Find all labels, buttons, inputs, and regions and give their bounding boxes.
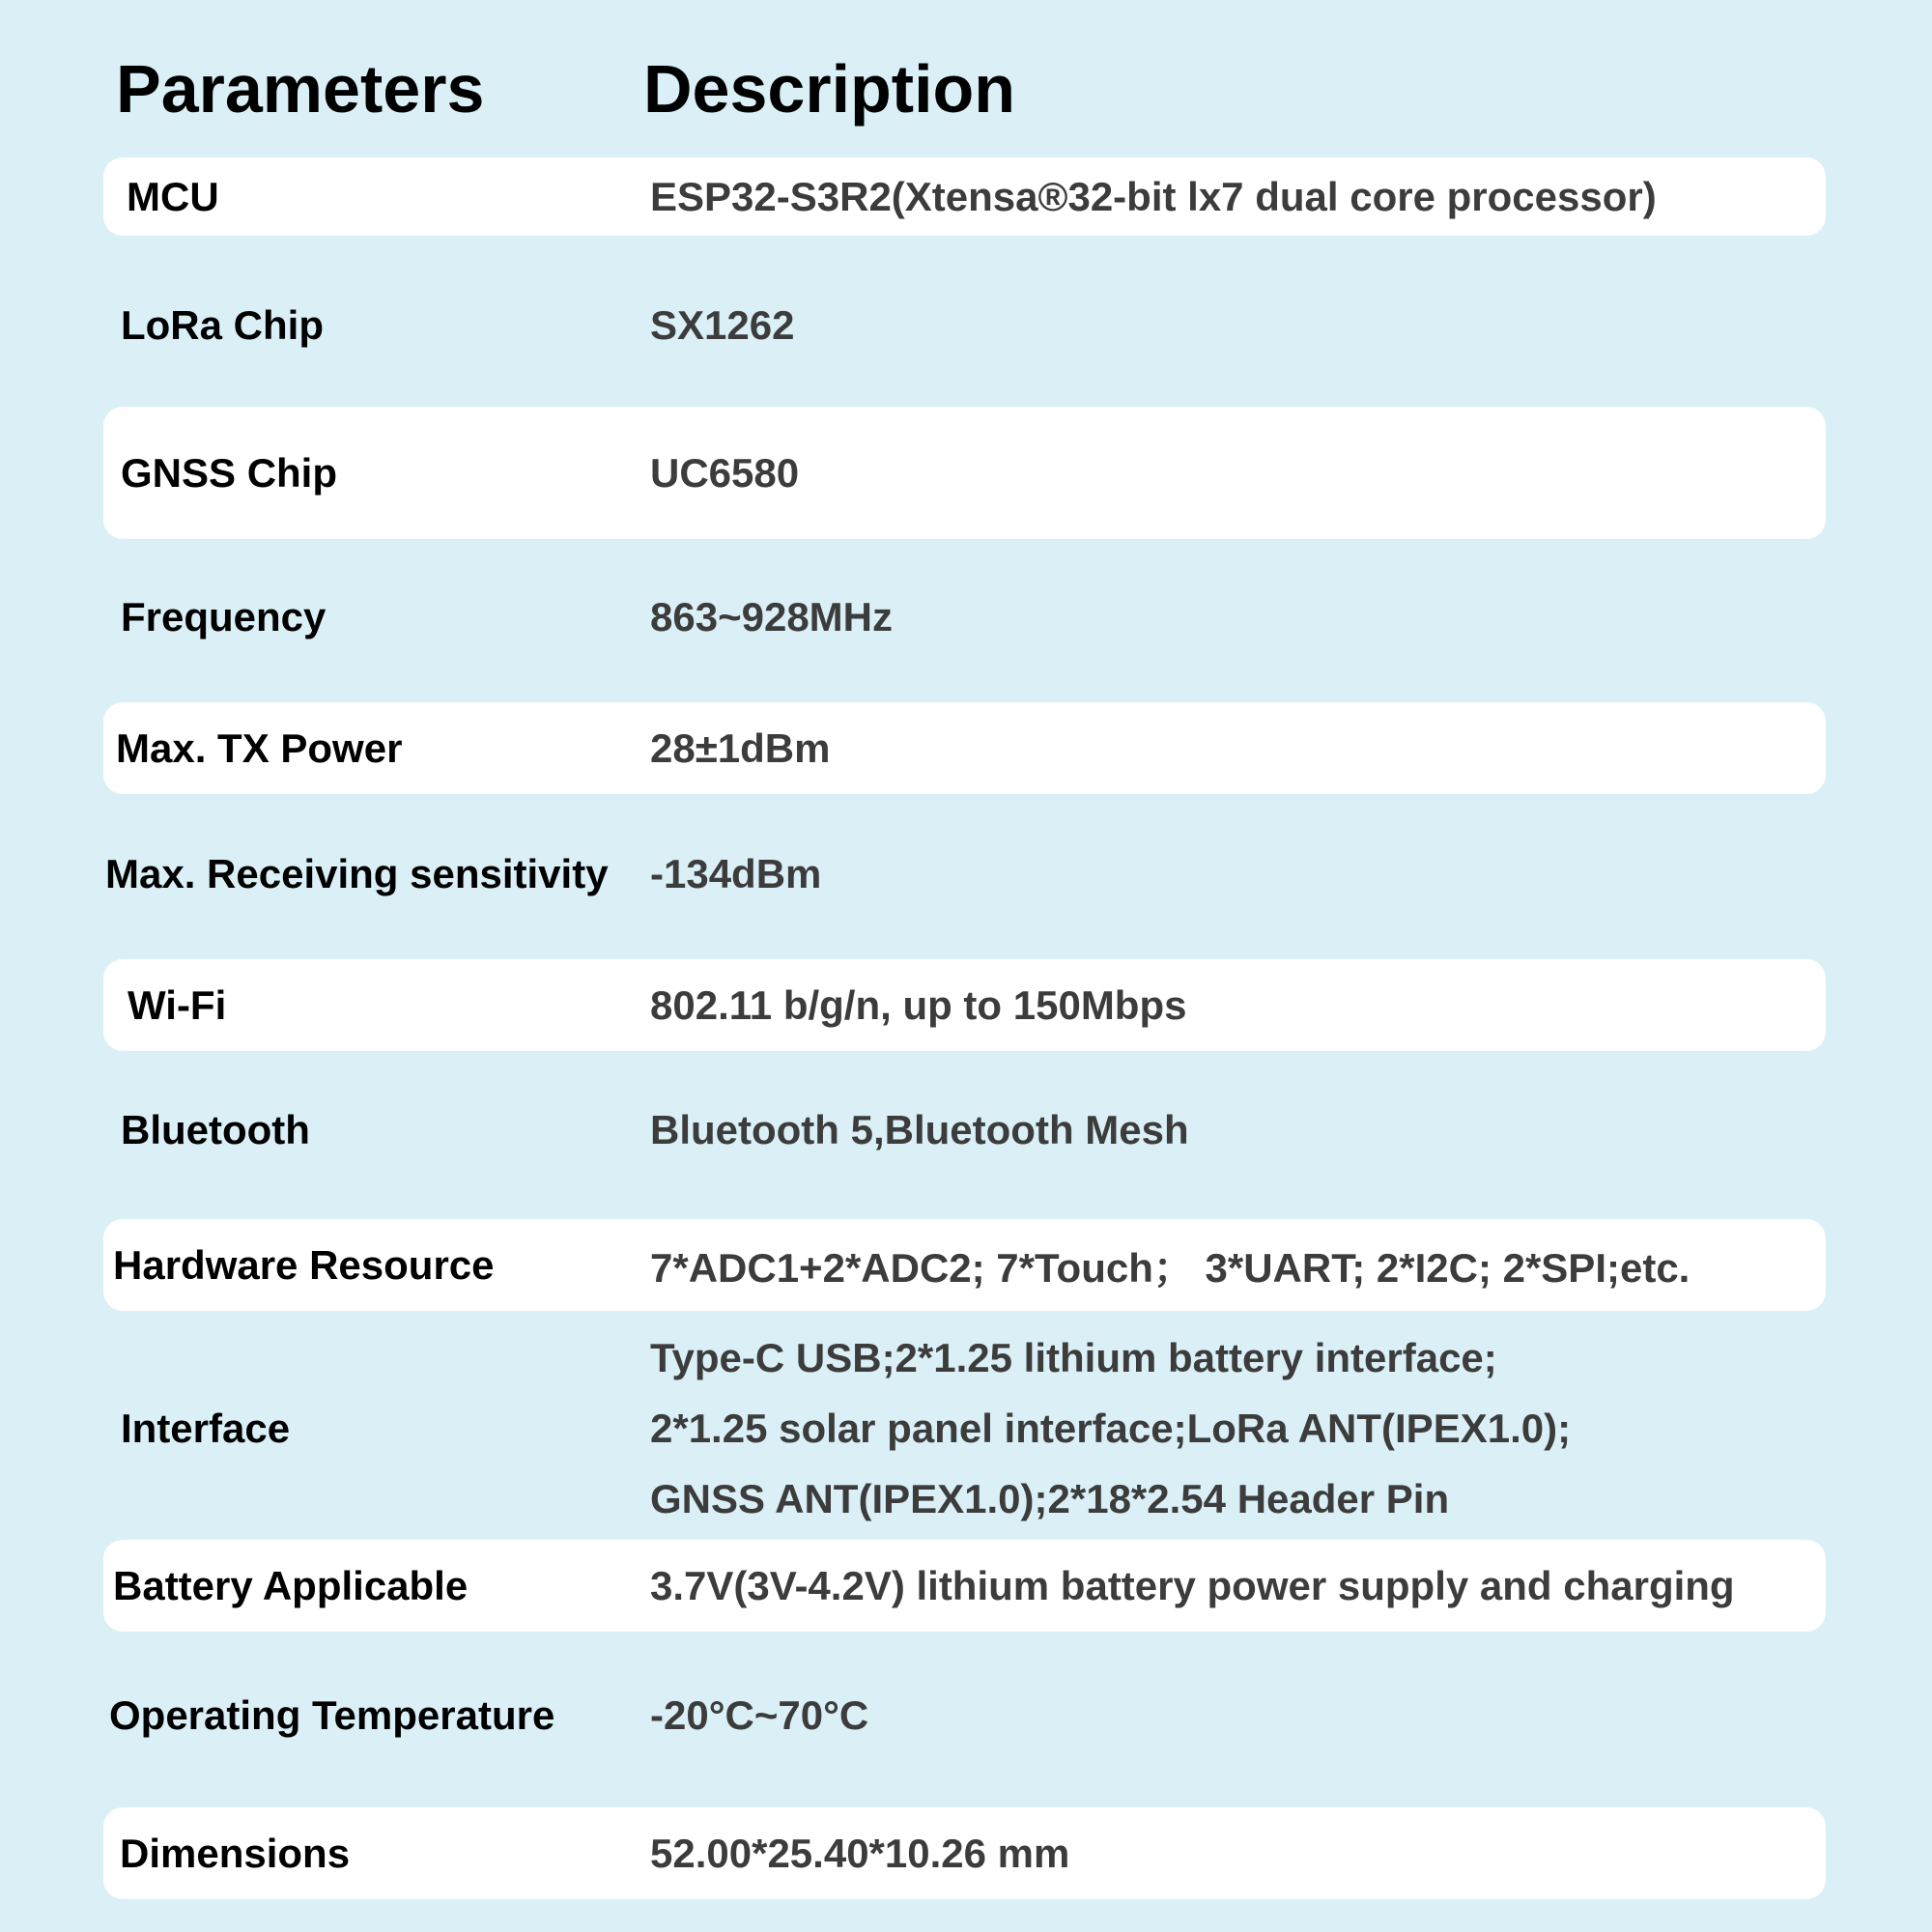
- spec-row-wifi: [103, 959, 1826, 1051]
- param-label: Hardware Resource: [113, 1241, 495, 1288]
- spec-row-mcu: [103, 157, 1826, 236]
- spec-row-operating-temperature: [103, 1673, 1826, 1758]
- spec-row-dimensions: [103, 1807, 1826, 1899]
- param-value: 802.11 b/g/n, up to 150Mbps: [650, 981, 1187, 1028]
- interface-line-3: GNSS ANT(IPEX1.0);2*18*2.54 Header Pin: [650, 1476, 1450, 1521]
- param-value: UC6580: [650, 449, 800, 496]
- param-label: GNSS Chip: [121, 449, 338, 496]
- param-label: MCU: [127, 173, 219, 219]
- param-label: Max. TX Power: [116, 724, 403, 771]
- param-label: Battery Applicable: [113, 1562, 469, 1608]
- table-header: [0, 41, 1932, 137]
- param-value: 863~928MHz: [650, 593, 893, 639]
- param-value: 7*ADC1+2*ADC2; 7*Touch； 3*UART; 2*I2C; 2*SPI;etc.: [650, 1244, 1690, 1291]
- param-value: ESP32-S3R2(Xtensa®32-bit lx7 dual core processor): [650, 173, 1657, 219]
- param-label: Operating Temperature: [109, 1692, 555, 1738]
- param-label: Max. Receiving sensitivity: [105, 850, 609, 896]
- param-value: 52.00*25.40*10.26 mm: [650, 1830, 1070, 1876]
- spec-row-lora-chip: [103, 286, 1826, 364]
- spec-row-max-tx-power: [103, 702, 1826, 794]
- param-value: -134dBm: [650, 850, 822, 896]
- param-label: Dimensions: [120, 1830, 351, 1876]
- param-label: LoRa Chip: [121, 301, 324, 348]
- spec-row-gnss-chip: [103, 407, 1826, 539]
- param-label: Wi-Fi: [128, 981, 227, 1028]
- param-label: Interface: [121, 1405, 291, 1451]
- param-value: 3.7V(3V-4.2V) lithium battery power supply and charging: [650, 1562, 1735, 1608]
- param-label: Bluetooth: [121, 1106, 310, 1152]
- param-label: Frequency: [121, 593, 327, 639]
- param-value: Bluetooth 5,Bluetooth Mesh: [650, 1106, 1189, 1152]
- interface-line-2: 2*1.25 solar panel interface;LoRa ANT(IPEX1.0);: [650, 1406, 1572, 1451]
- description-heading: Description: [643, 51, 1016, 127]
- param-value: [650, 1321, 1571, 1536]
- param-value: -20°C~70°C: [650, 1692, 869, 1738]
- spec-row-bluetooth: [103, 1091, 1826, 1169]
- param-value: SX1262: [650, 301, 795, 348]
- spec-row-interface: [103, 1321, 1826, 1536]
- param-value: 28±1dBm: [650, 724, 831, 771]
- interface-line-1: Type-C USB;2*1.25 lithium battery interface;: [650, 1335, 1497, 1380]
- spec-row-battery-applicable: [103, 1540, 1826, 1632]
- spec-row-frequency: [103, 578, 1826, 656]
- spec-row-hardware-resource: [103, 1219, 1826, 1311]
- parameters-heading: Parameters: [116, 51, 485, 127]
- spec-row-max-receiving-sensitivity: [103, 835, 1826, 913]
